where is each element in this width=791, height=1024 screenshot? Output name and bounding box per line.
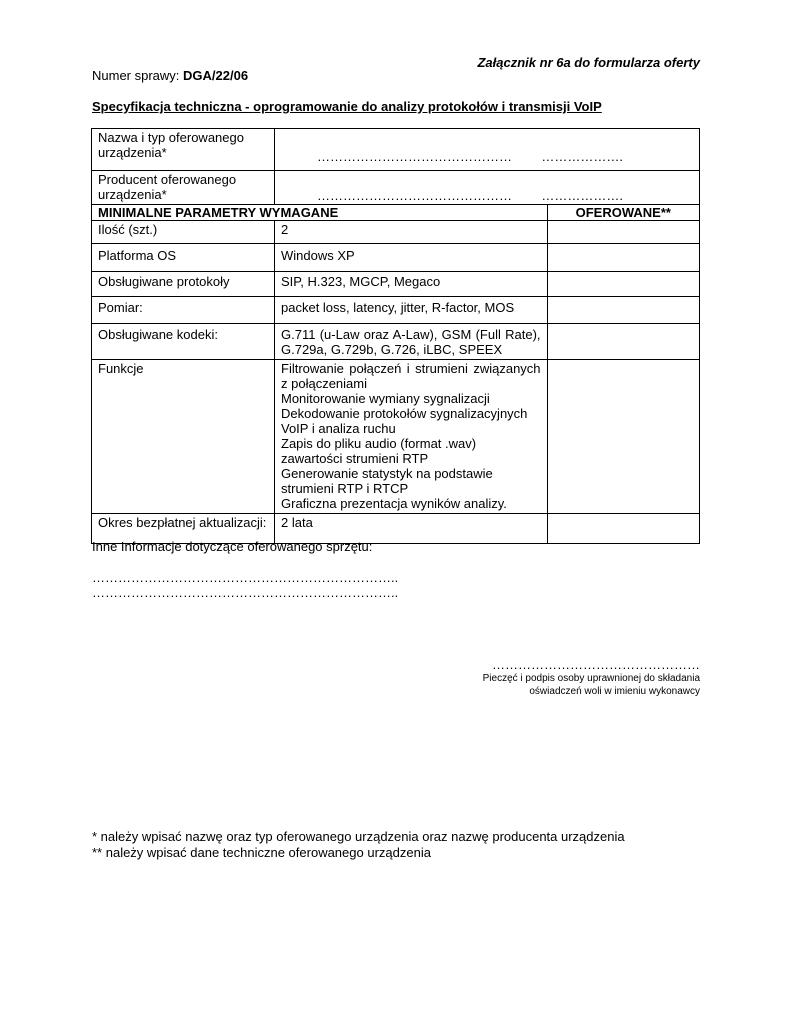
table-row-producer <box>92 171 700 205</box>
footnote-1: * należy wpisać nazwę oraz typ oferowanego urządzenia oraz nazwę producenta urządzenia <box>92 829 625 844</box>
table-row <box>92 221 700 244</box>
producer-dots <box>317 188 693 203</box>
table-row <box>92 272 700 297</box>
signature-caption <box>483 672 700 698</box>
case-number-label: Numer sprawy: <box>92 68 184 83</box>
signature-line[interactable]: ………………………………………… <box>492 657 700 672</box>
name-label-cell <box>92 129 275 171</box>
table-row <box>92 324 700 360</box>
row-value: packet loss, latency, jitter, R-factor, MOS <box>275 297 548 324</box>
row-value: 2 <box>275 221 548 244</box>
function-item: Generowanie statystyk na podstawie strumieni RTP i RTCP <box>281 466 493 496</box>
row-value: SIP, H.323, MGCP, Megaco <box>275 272 548 297</box>
annex-title: Załącznik nr 6a do formularza oferty <box>477 55 700 70</box>
name-dots <box>317 149 693 164</box>
signature-caption-line-2: oświadczeń woli w imieniu wykonawcy <box>529 686 700 697</box>
footnote-2: ** należy wpisać dane techniczne oferowanego urządzenia <box>92 845 431 860</box>
function-item: Graficzna prezentacja wyników analizy. <box>281 496 507 511</box>
update-value: 2 lata <box>275 514 548 544</box>
spec-title-subject: oprogramowanie do analizy protokołów i transmisji VoIP <box>253 99 602 114</box>
name-dots-a: ……………………………………… <box>317 149 512 164</box>
row-label: Platforma OS <box>92 244 275 272</box>
function-item: Zapis do pliku audio (format .wav) zawartości strumieni RTP <box>281 436 477 466</box>
producer-dots-b: ………………. <box>541 188 623 203</box>
row-label: Pomiar: <box>92 297 275 324</box>
case-number <box>92 68 248 83</box>
function-item: Dekodowanie protokołów sygnalizacyjnych VoIP i analiza ruchu <box>281 406 528 436</box>
row-value: Windows XP <box>275 244 548 272</box>
offered-cell[interactable] <box>547 297 699 324</box>
table-header-row <box>92 205 700 221</box>
producer-dots-a: ……………………………………… <box>317 188 512 203</box>
functions-label: Funkcje <box>92 360 275 514</box>
offered-cell[interactable] <box>547 272 699 297</box>
function-item: Monitorowanie wymiany sygnalizacji <box>281 391 490 406</box>
table-row-functions <box>92 360 700 514</box>
spec-title <box>92 99 602 114</box>
row-label: Obsługiwane protokoły <box>92 272 275 297</box>
name-dots-b: ………………. <box>541 149 623 164</box>
signature-caption-line-1: Pieczęć i podpis osoby uprawnionej do składania <box>482 673 700 684</box>
row-label: Ilość (szt.) <box>92 221 275 244</box>
case-number-value: DGA/22/06 <box>183 68 249 83</box>
header-offered: OFEROWANE** <box>547 205 699 221</box>
name-value-cell[interactable] <box>275 129 700 171</box>
offered-cell[interactable] <box>547 360 699 514</box>
offered-cell[interactable] <box>547 244 699 272</box>
header-required: MINIMALNE PARAMETRY WYMAGANE <box>92 205 548 221</box>
producer-value-cell[interactable] <box>275 171 700 205</box>
row-label: Obsługiwane kodeki: <box>92 324 275 360</box>
specification-table <box>91 128 700 544</box>
other-info-line-1[interactable]: …………………………………………………………….. <box>92 570 399 585</box>
table-row <box>92 297 700 324</box>
table-row-name <box>92 129 700 171</box>
offered-cell[interactable] <box>547 324 699 360</box>
other-info-label: Inne Informacje dotyczące oferowanego sprzętu: <box>92 539 373 554</box>
name-label: Nazwa i typ oferowanego urządzenia* <box>98 130 244 160</box>
table-row <box>92 244 700 272</box>
producer-label-cell <box>92 171 275 205</box>
other-info-line-2[interactable]: …………………………………………………………….. <box>92 585 399 600</box>
update-label: Okres bezpłatnej aktualizacji: <box>92 514 275 544</box>
spec-title-prefix: Specyfikacja techniczna - <box>92 99 254 114</box>
offered-cell[interactable] <box>547 514 699 544</box>
producer-label: Producent oferowanego urządzenia* <box>98 172 237 202</box>
functions-list <box>275 360 548 514</box>
offered-cell[interactable] <box>547 221 699 244</box>
row-value: G.711 (u-Law oraz A-Law), GSM (Full Rate), G.729a, G.729b, G.726, iLBC, SPEEX <box>275 324 548 360</box>
function-item: Filtrowanie połączeń i strumieni związanych z połączeniami <box>281 361 541 391</box>
